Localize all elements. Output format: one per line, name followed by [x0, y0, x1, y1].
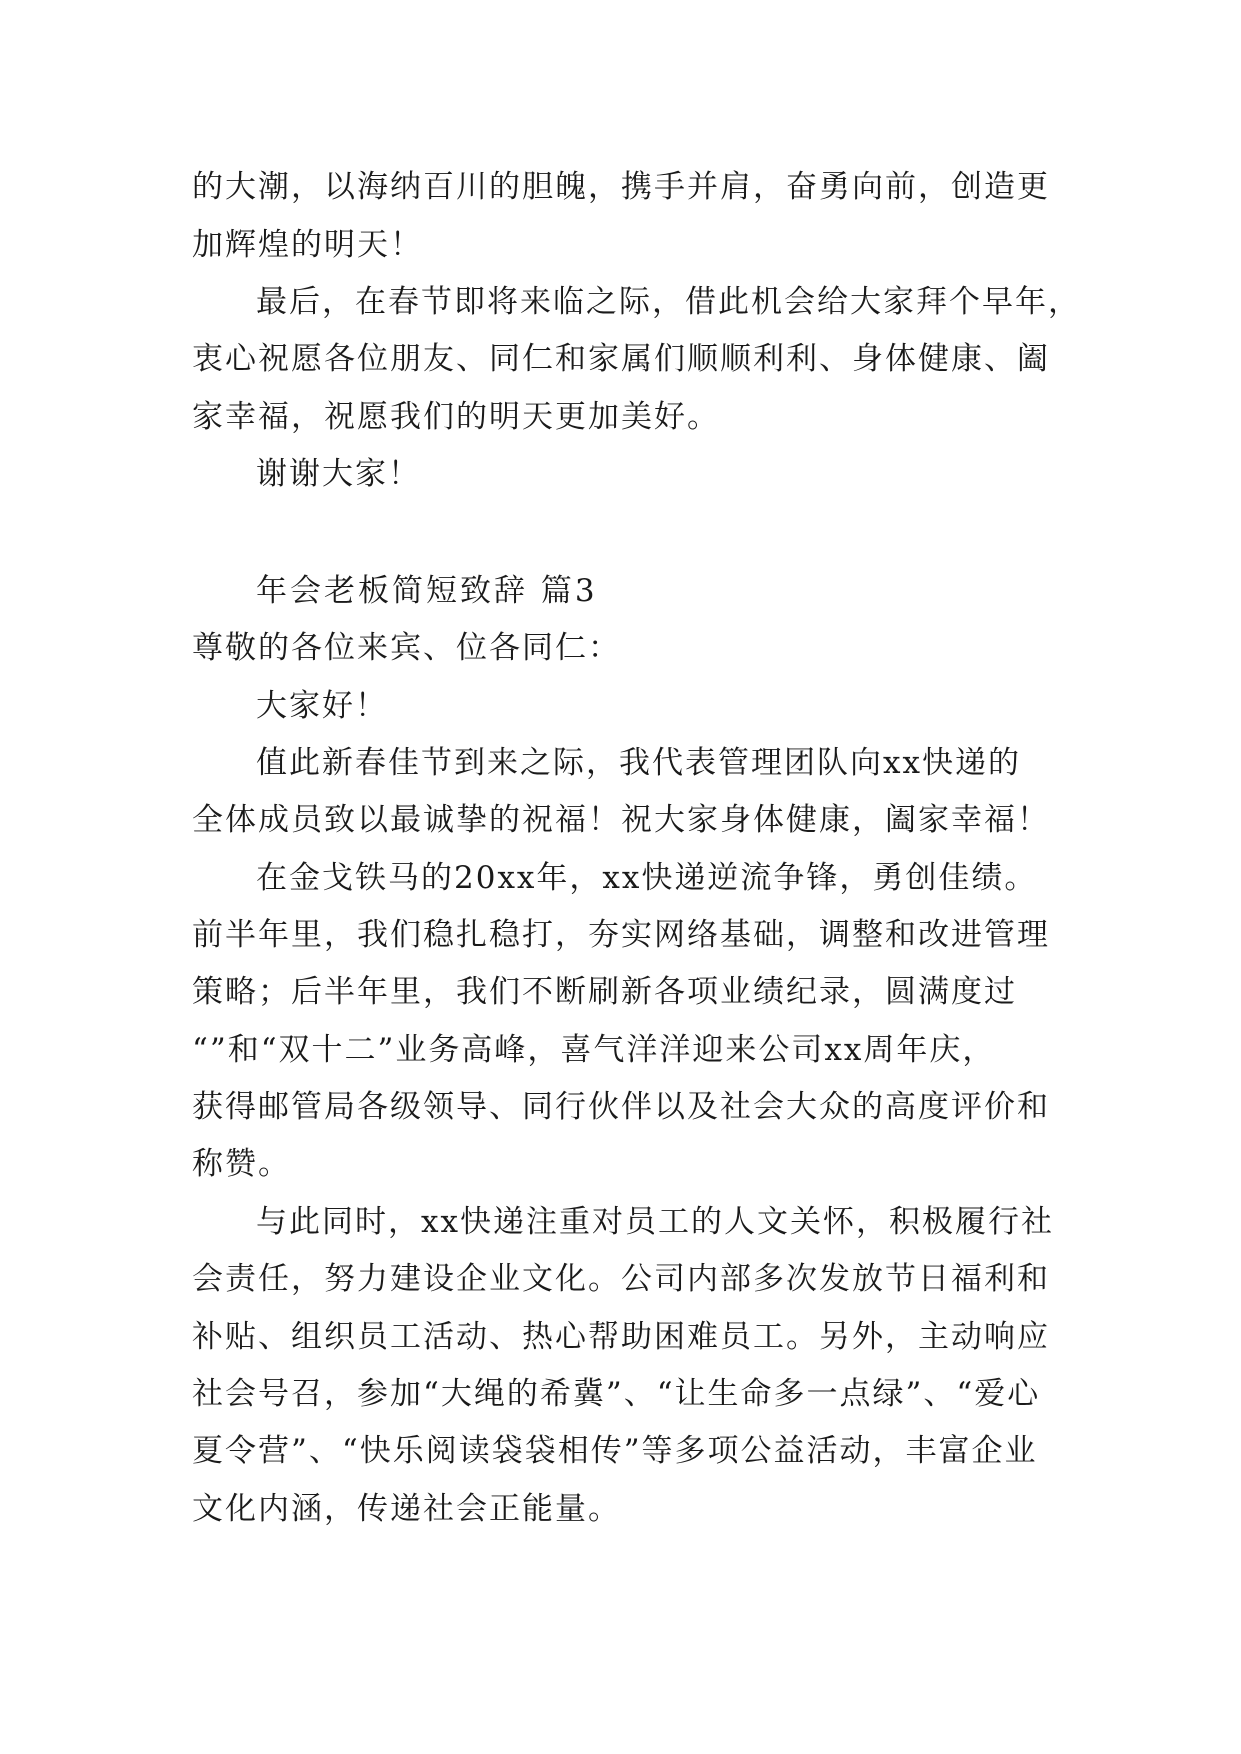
section-heading: 年会老板简短致辞 篇3 [256, 573, 598, 609]
paragraph-line: 获得邮管局各级领导、同行伙伴以及社会大众的高度评价和 [192, 1089, 1050, 1125]
salutation: 尊敬的各位来宾、位各同仁： [192, 630, 621, 666]
paragraph-line: 策略；后半年里，我们不断刷新各项业绩纪录，圆满度过 [192, 974, 1017, 1010]
paragraph-line: 前半年里，我们稳扎稳打，夯实网络基础，调整和改进管理 [192, 917, 1050, 953]
paragraph-line: 在金戈铁马的20xx年，xx快递逆流争锋，勇创佳绩。 [256, 860, 1038, 896]
paragraph-line: 社会号召，参加“大绳的希冀”、“让生命多一点绿”、“爱心 [192, 1376, 1041, 1412]
paragraph-line: 家幸福，祝愿我们的明天更加美好。 [192, 399, 720, 435]
paragraph-line: 夏令营”、“快乐阅读袋袋相传”等多项公益活动，丰富企业 [192, 1433, 1038, 1469]
paragraph-line: 文化内涵，传递社会正能量。 [192, 1491, 621, 1527]
paragraph-line: 谢谢大家！ [256, 456, 421, 492]
paragraph-line: 值此新春佳节到来之际，我代表管理团队向xx快递的 [256, 745, 1021, 781]
paragraph-line: 全体成员致以最诚挚的祝福！祝大家身体健康，阖家幸福！ [192, 802, 1050, 838]
paragraph-line: 最后，在春节即将来临之际，借此机会给大家拜个早年， [256, 284, 1081, 320]
paragraph-line: 称赞。 [192, 1146, 291, 1182]
greeting: 大家好！ [256, 688, 388, 724]
paragraph-line: 补贴、组织员工活动、热心帮助困难员工。另外，主动响应 [192, 1319, 1050, 1355]
paragraph-line: 衷心祝愿各位朋友、同仁和家属们顺顺利利、身体健康、阖 [192, 341, 1050, 377]
paragraph-line: “”和“双十二”业务高峰，喜气洋洋迎来公司xx周年庆， [192, 1032, 996, 1068]
paragraph-line: 会责任，努力建设企业文化。公司内部多次发放节日福利和 [192, 1261, 1050, 1297]
paragraph-line: 加辉煌的明天！ [192, 227, 423, 263]
paragraph-line: 的大潮，以海纳百川的胆魄，携手并肩，奋勇向前，创造更 [192, 169, 1050, 205]
paragraph-line: 与此同时，xx快递注重对员工的人文关怀，积极履行社 [256, 1204, 1054, 1240]
